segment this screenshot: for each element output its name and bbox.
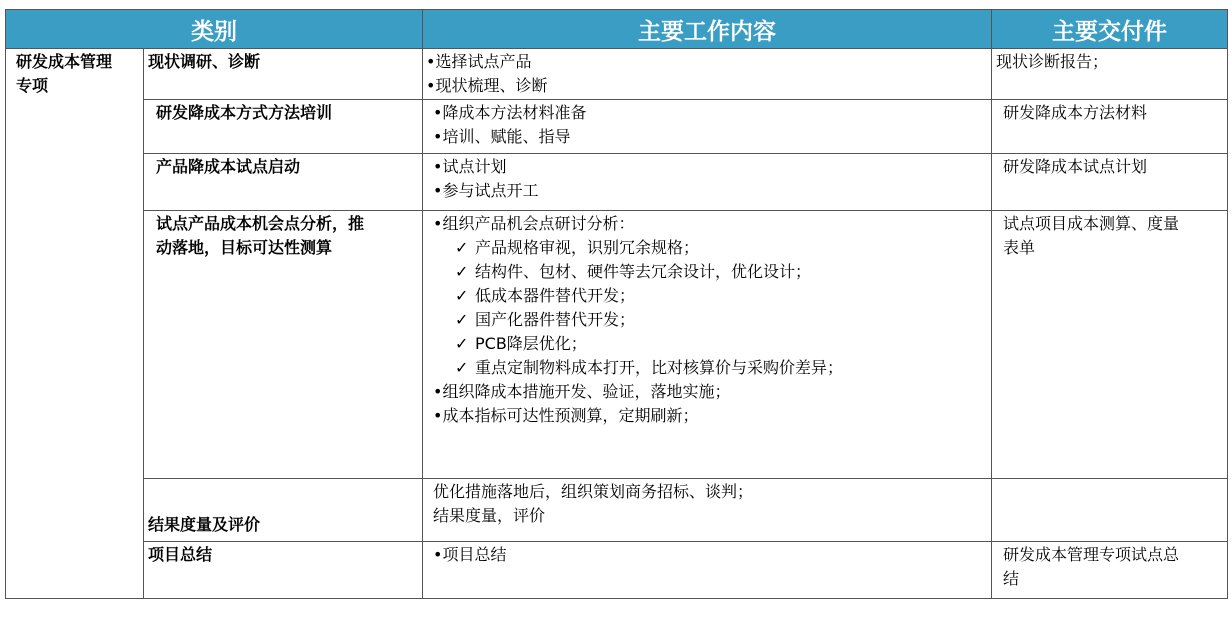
work-line: •试点计划 bbox=[433, 157, 507, 176]
item-cell bbox=[144, 479, 423, 542]
work-cell bbox=[423, 542, 992, 599]
deliverable-line: 研发降成本方法材料 bbox=[1003, 103, 1148, 122]
work-line: •降成本方法材料准备 bbox=[433, 103, 587, 122]
item-line: 结果度量及评价 bbox=[148, 515, 261, 534]
deliverable-line: 结 bbox=[1003, 569, 1020, 588]
work-subitem-text: 产品规格审视，识别冗余规格； bbox=[475, 238, 700, 257]
table-row bbox=[6, 211, 1228, 479]
category-line: 研发成本管理 bbox=[16, 52, 113, 71]
deliverable-cell bbox=[992, 100, 1228, 154]
work-line: •组织产品机会点研讨分析： bbox=[433, 214, 635, 233]
work-subitem bbox=[433, 284, 985, 308]
work-line: •成本指标可达性预测算，定期刷新； bbox=[433, 406, 699, 425]
work-line: •选择试点产品 bbox=[426, 52, 532, 71]
deliverable-line: 表单 bbox=[1003, 238, 1036, 257]
work-subitem-text: 低成本器件替代开发； bbox=[475, 286, 636, 305]
work-subitem-text: PCB降层优化； bbox=[475, 334, 587, 353]
item-line: 项目总结 bbox=[148, 545, 213, 564]
item-cell bbox=[144, 542, 423, 599]
table-row bbox=[6, 479, 1228, 542]
work-cell bbox=[423, 49, 992, 100]
table-row bbox=[6, 100, 1228, 154]
work-subitem bbox=[433, 236, 985, 260]
category-cell bbox=[6, 49, 144, 599]
item-line: 研发降成本方式方法培训 bbox=[156, 103, 333, 122]
check-icon: ✓ bbox=[455, 310, 469, 329]
work-line: •项目总结 bbox=[433, 545, 507, 564]
item-cell bbox=[144, 154, 423, 211]
work-subitem bbox=[433, 332, 985, 356]
check-icon: ✓ bbox=[455, 238, 469, 257]
deliverable-line: 现状诊断报告； bbox=[996, 52, 1109, 71]
item-cell bbox=[144, 211, 423, 479]
work-subitem bbox=[433, 356, 985, 380]
deliverable-cell bbox=[992, 154, 1228, 211]
work-line: 结果度量，评价 bbox=[433, 506, 546, 525]
table-row bbox=[6, 154, 1228, 211]
category-line: 专项 bbox=[16, 76, 49, 95]
header-row bbox=[6, 10, 1228, 49]
work-line: •组织降成本措施开发、验证，落地实施； bbox=[433, 382, 731, 401]
work-subitem bbox=[433, 260, 985, 284]
check-icon: ✓ bbox=[455, 262, 469, 281]
work-line: •培训、赋能、指导 bbox=[433, 127, 571, 146]
work-subitem-text: 重点定制物料成本打开，比对核算价与采购价差异； bbox=[475, 358, 844, 377]
deliverable-cell bbox=[992, 479, 1228, 542]
work-cell bbox=[423, 154, 992, 211]
deliverable-line: 研发降成本试点计划 bbox=[1003, 157, 1148, 176]
work-subitem-text: 结构件、包材、硬件等去冗余设计，优化设计； bbox=[475, 262, 812, 281]
work-cell bbox=[423, 100, 992, 154]
check-icon: ✓ bbox=[455, 358, 469, 377]
work-line: 优化措施落地后，组织策划商务招标、谈判； bbox=[433, 482, 754, 501]
header-work: 主要工作内容 bbox=[423, 10, 992, 49]
table-row bbox=[6, 49, 1228, 100]
work-line: •现状梳理、诊断 bbox=[426, 76, 548, 95]
work-cell bbox=[423, 479, 992, 542]
deliverable-line: 研发成本管理专项试点总 bbox=[1003, 545, 1180, 564]
work-subitem bbox=[433, 308, 985, 332]
check-icon: ✓ bbox=[455, 286, 469, 305]
table-row bbox=[6, 542, 1228, 599]
project-plan-table bbox=[5, 9, 1228, 599]
item-cell bbox=[144, 100, 423, 154]
item-line: 产品降成本试点启动 bbox=[156, 157, 301, 176]
item-line: 试点产品成本机会点分析，推 bbox=[156, 214, 365, 233]
item-line: 动落地，目标可达性测算 bbox=[156, 238, 333, 257]
check-icon: ✓ bbox=[455, 334, 469, 353]
deliverable-cell bbox=[992, 49, 1228, 100]
header-deliverables: 主要交付件 bbox=[992, 10, 1228, 49]
deliverable-cell bbox=[992, 211, 1228, 479]
item-line: 现状调研、诊断 bbox=[148, 52, 261, 71]
header-category: 类别 bbox=[6, 10, 423, 49]
work-subitem-text: 国产化器件替代开发； bbox=[475, 310, 636, 329]
work-cell bbox=[423, 211, 992, 479]
work-line: •参与试点开工 bbox=[433, 181, 539, 200]
item-cell bbox=[144, 49, 423, 100]
deliverable-line: 试点项目成本测算、度量 bbox=[1003, 214, 1180, 233]
deliverable-cell bbox=[992, 542, 1228, 599]
